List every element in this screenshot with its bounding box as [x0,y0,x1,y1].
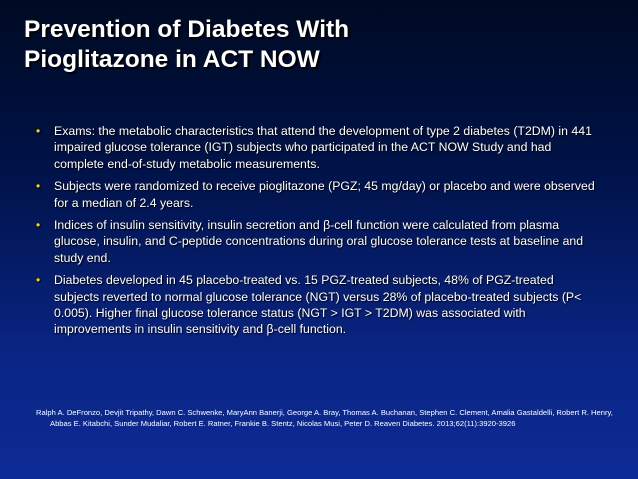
bullet-item [36,272,602,338]
bullet-icon: • [36,124,41,138]
bullet-icon: • [36,218,41,233]
bullet-text: Exams: the metabolic characteristics that attend the development of type 2 diabetes (T2DM) in 441 impaired glucose tolerance (IGT) subjects who participated in the ACT NOW Study and had complete end-of-study metabolic measurements. [54,124,592,171]
bullet-text: Subjects were randomized to receive pioglitazone (PGZ; 45 mg/day) or placebo and were observed for a median of 2.4 years. [54,179,595,210]
bullet-icon: • [36,273,41,288]
bullet-icon: • [36,179,41,194]
title-line-2: Pioglitazone in ACT NOW [24,46,320,73]
bullet-text: Indices of insulin sensitivity, insulin secretion and β-cell function were calculated from plasma glucose, insulin, and C-peptide concentrations during oral glucose tolerance tests at baseline and study end. [54,218,584,265]
bullet-list [36,123,602,344]
bullet-text: Diabetes developed in 45 placebo-treated vs. 15 PGZ-treated subjects, 48% of PGZ-treated subjects reverted to normal glucose tolerance (NGT) versus 28% of placebo-treated subjects (P< 0.005). Higher final glucose tolerance status (NGT > IGT > T2DM) was associated with improvements in insulin sensitivity and β-cell function. [54,273,582,337]
bullet-item [36,123,602,172]
bullet-item [36,178,602,211]
bullet-item [36,217,602,266]
slide-title [24,15,624,75]
citation: Ralph A. DeFronzo, Devjit Tripathy, Dawn C. Schwenke, MaryAnn Banerji, George A. Bray, Thomas A. Buchanan, Stephen C. Clement, Amalia Gastaldelli, Robert R. Henry, Abbas E. Kitabchi, Sunder Mudaliar, Robert E. Ratner, Frankie B. Stentz, Nicolas Musi, Peter D. Reaven Diabetes. 2013;62(11):3920-3926 [36,408,613,428]
title-line-1: Prevention of Diabetes With [24,16,350,43]
